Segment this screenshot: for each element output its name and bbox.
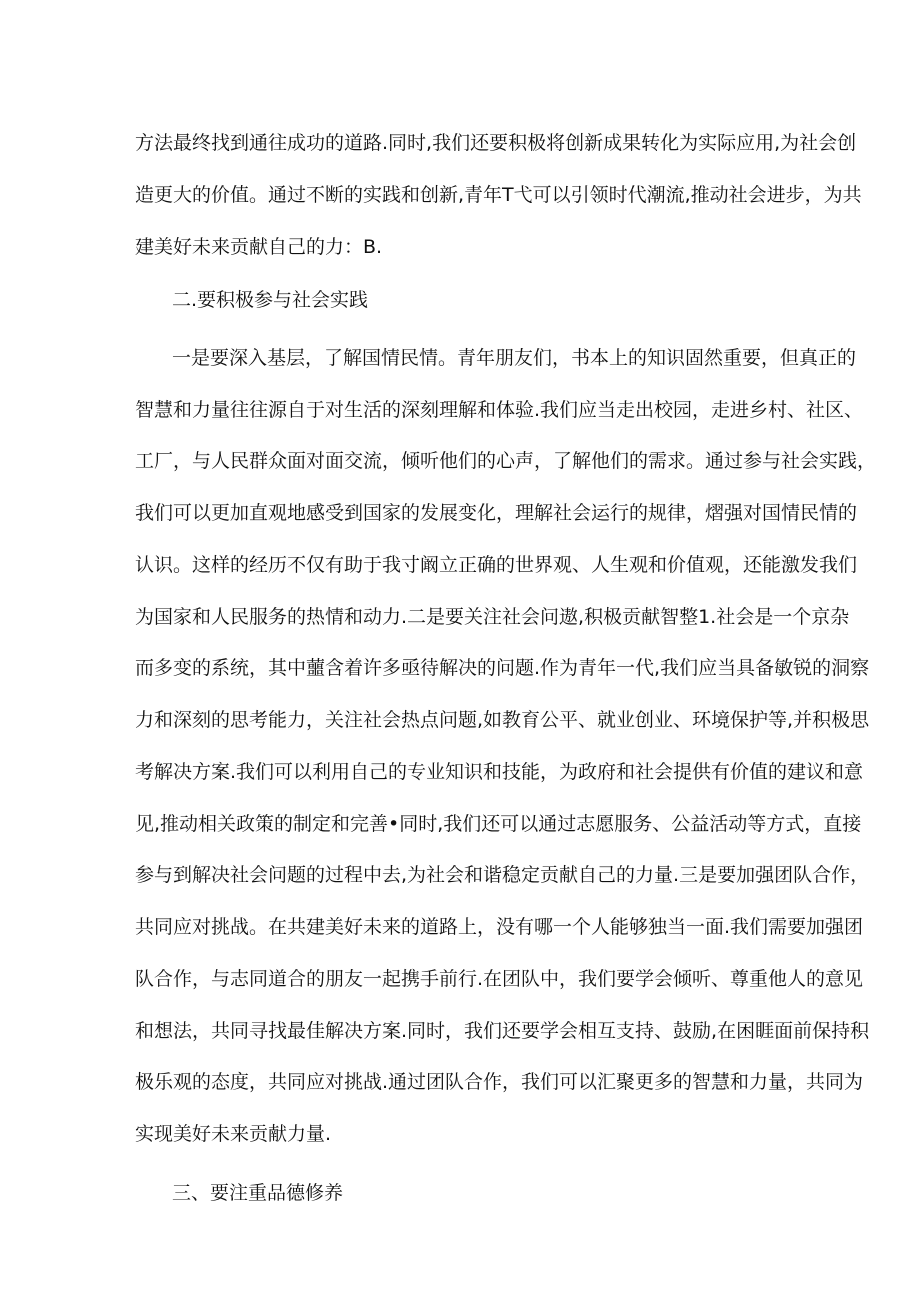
paragraph-line: 考解决方案.我们可以利用自己的专业知识和技能，为政府和社会提供有价值的建议和意 (135, 761, 864, 783)
paragraph-line: 和想法，共同寻找最佳解决方案.同时，我们还要学会相互支持、鼓励,在困睚面前保持积 (135, 1020, 870, 1042)
section-heading: 三、要注重品德修养 (172, 1182, 344, 1204)
paragraph-line: 实现美好未来贡献力量. (135, 1123, 332, 1145)
paragraph-line: 认识。这样的经历不仅有助于我寸阚立正确的世界观、人生观和价值观，还能激发我们 (135, 554, 858, 576)
paragraph-line: 方法最终找到通往成功的道路.同时,我们还要积极将创新成果转化为实际应用,为社会创 (135, 132, 857, 154)
paragraph-line: 队合作，与志同道合的朋友一起携手前行.在团队中，我们要学会倾听、尊重他人的意见 (135, 968, 864, 990)
paragraph-line: 一是要深入基层，了解国情民情。青年朋友们，书本上的知识固然重要，但真正的 (172, 347, 857, 369)
paragraph-line: 力和深刻的思考能力，关注社会热点问题,如教育公平、就业创业、环境保护等,并积极思 (135, 709, 870, 731)
paragraph-line: 共同应对挑战。在共建美好未来的道路上，没有哪一个人能够独当一面.我们需要加强团 (135, 916, 864, 938)
paragraph-line: 见,推动相关政策的制定和完善•同时,我们还可以通过志愿服务、公益活动等方式，直接 (135, 813, 862, 835)
section-heading: 二.要积极参与社会实践 (172, 289, 369, 311)
paragraph-line: 我们可以更加直观地感受到国家的发展变化，理解社会运行的规律，熠强对国情民情的 (135, 502, 858, 524)
paragraph-line: 参与到解决社会问题的过程中去,为社会和谐稳定贡献自己的力量.三是要加强团队合作， (135, 864, 870, 886)
paragraph-line: 极乐观的态度，共同应对挑战.通过团队合作，我们可以汇聚更多的智慧和力量，共同为 (135, 1071, 864, 1093)
paragraph-line: 建美好未来贡献自己的力：B. (135, 236, 383, 258)
paragraph-line: 工厂，与人民群众面对面交流，倾听他们的心声，了解他们的需求。通过参与社会实践， (135, 450, 877, 472)
paragraph-line: 造更大的价值。通过不断的实践和创新,青年T弋可以引领时代潮流,推动社会进步，为共 (135, 184, 862, 206)
paragraph-line: 智慧和力量往往源自于对生活的深刻理解和体验.我们应当走出校园，走进乡村、社区、 (135, 399, 864, 421)
paragraph-line: 为国家和人民服务的热情和动力.二是要关注社会问遨,积极贡献智整1.社会是一个京杂 (135, 606, 850, 628)
paragraph-line: 而多变的系统，其中蘁含着许多亟待解决的问题.作为青年一代,我们应当具备敏锐的洞察 (135, 657, 870, 679)
